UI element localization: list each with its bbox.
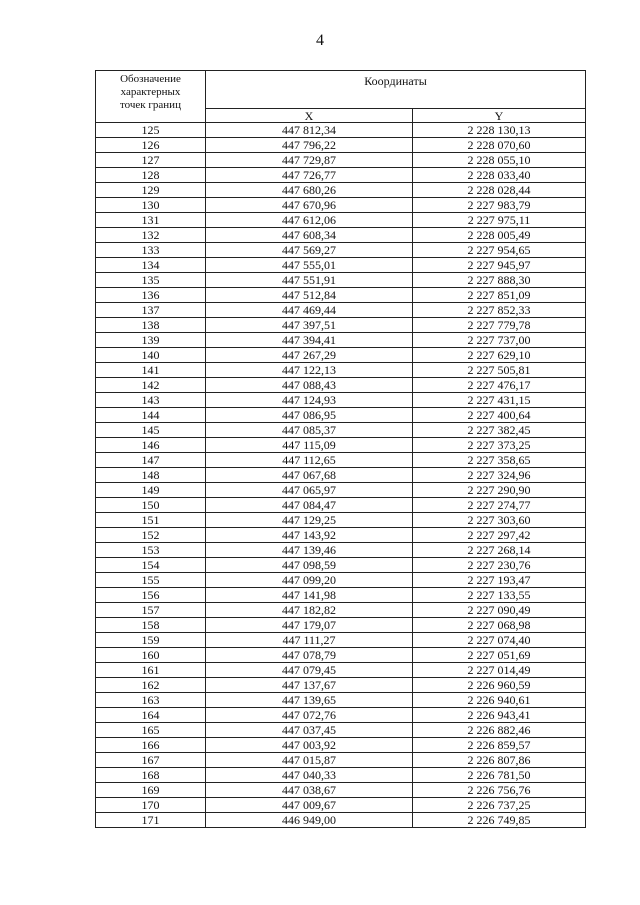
x-coordinate-cell: 447 179,07: [206, 618, 413, 633]
y-coordinate-cell: 2 227 779,78: [413, 318, 586, 333]
point-number-cell: 129: [96, 183, 206, 198]
x-coordinate-cell: 447 143,92: [206, 528, 413, 543]
table-row: [96, 228, 586, 243]
table-row: [96, 468, 586, 483]
table-row: [96, 573, 586, 588]
x-column-header: X: [206, 109, 413, 123]
x-coordinate-cell: 447 555,01: [206, 258, 413, 273]
x-coordinate-cell: 447 394,41: [206, 333, 413, 348]
point-number-cell: 147: [96, 453, 206, 468]
point-number-cell: 165: [96, 723, 206, 738]
x-coordinate-cell: 447 084,47: [206, 498, 413, 513]
y-coordinate-cell: 2 227 983,79: [413, 198, 586, 213]
point-number-cell: 128: [96, 168, 206, 183]
x-coordinate-cell: 447 115,09: [206, 438, 413, 453]
point-number-cell: 156: [96, 588, 206, 603]
x-coordinate-cell: 447 796,22: [206, 138, 413, 153]
y-coordinate-cell: 2 227 068,98: [413, 618, 586, 633]
y-coordinate-cell: 2 227 051,69: [413, 648, 586, 663]
point-number-cell: 152: [96, 528, 206, 543]
x-coordinate-cell: 447 726,77: [206, 168, 413, 183]
point-number-cell: 127: [96, 153, 206, 168]
point-number-cell: 126: [96, 138, 206, 153]
table-row: [96, 558, 586, 573]
point-number-cell: 143: [96, 393, 206, 408]
y-coordinate-cell: 2 227 193,47: [413, 573, 586, 588]
x-coordinate-cell: 447 124,93: [206, 393, 413, 408]
table-row: [96, 408, 586, 423]
x-coordinate-cell: 447 141,98: [206, 588, 413, 603]
coordinates-table-header: [96, 71, 586, 123]
point-number-cell: 169: [96, 783, 206, 798]
point-number-cell: 141: [96, 363, 206, 378]
y-coordinate-cell: 2 227 373,25: [413, 438, 586, 453]
y-coordinate-cell: 2 227 954,65: [413, 243, 586, 258]
point-number-cell: 142: [96, 378, 206, 393]
point-number-cell: 154: [96, 558, 206, 573]
table-row: [96, 213, 586, 228]
table-row: [96, 453, 586, 468]
x-coordinate-cell: 447 038,67: [206, 783, 413, 798]
x-coordinate-cell: 447 139,65: [206, 693, 413, 708]
x-coordinate-cell: 447 129,25: [206, 513, 413, 528]
table-row: [96, 723, 586, 738]
point-number-cell: 163: [96, 693, 206, 708]
table-row: [96, 318, 586, 333]
x-coordinate-cell: 447 569,27: [206, 243, 413, 258]
table-row: [96, 633, 586, 648]
coordinates-table-body: [96, 123, 586, 828]
table-row: [96, 513, 586, 528]
x-coordinate-cell: 447 015,87: [206, 753, 413, 768]
y-coordinate-cell: 2 226 940,61: [413, 693, 586, 708]
point-number-cell: 167: [96, 753, 206, 768]
y-coordinate-cell: 2 227 303,60: [413, 513, 586, 528]
y-coordinate-cell: 2 226 960,59: [413, 678, 586, 693]
page-number: 4: [316, 32, 324, 49]
point-number-cell: 158: [96, 618, 206, 633]
table-row: [96, 768, 586, 783]
y-coordinate-cell: 2 227 268,14: [413, 543, 586, 558]
point-number-cell: 168: [96, 768, 206, 783]
y-coordinate-cell: 2 226 756,76: [413, 783, 586, 798]
x-coordinate-cell: 447 551,91: [206, 273, 413, 288]
y-coordinate-cell: 2 227 400,64: [413, 408, 586, 423]
y-coordinate-cell: 2 226 943,41: [413, 708, 586, 723]
point-number-cell: 160: [96, 648, 206, 663]
y-coordinate-cell: 2 226 781,50: [413, 768, 586, 783]
x-coordinate-cell: 447 608,34: [206, 228, 413, 243]
y-coordinate-cell: 2 227 737,00: [413, 333, 586, 348]
table-row: [96, 738, 586, 753]
table-row: [96, 498, 586, 513]
table-row: [96, 603, 586, 618]
x-coordinate-cell: 447 137,67: [206, 678, 413, 693]
point-number-cell: 137: [96, 303, 206, 318]
y-coordinate-cell: 2 227 074,40: [413, 633, 586, 648]
x-coordinate-cell: 447 729,87: [206, 153, 413, 168]
table-row: [96, 528, 586, 543]
y-coordinate-cell: 2 227 290,90: [413, 483, 586, 498]
y-coordinate-cell: 2 227 133,55: [413, 588, 586, 603]
point-number-cell: 125: [96, 123, 206, 138]
point-number-cell: 138: [96, 318, 206, 333]
table-row: [96, 693, 586, 708]
y-coordinate-cell: 2 227 090,49: [413, 603, 586, 618]
x-coordinate-cell: 447 078,79: [206, 648, 413, 663]
x-coordinate-cell: 447 088,43: [206, 378, 413, 393]
y-coordinate-cell: 2 227 230,76: [413, 558, 586, 573]
x-coordinate-cell: 446 949,00: [206, 813, 413, 828]
coordinates-table: [95, 70, 586, 828]
point-number-cell: 166: [96, 738, 206, 753]
table-row: [96, 663, 586, 678]
x-coordinate-cell: 447 812,34: [206, 123, 413, 138]
y-coordinate-cell: 2 227 945,97: [413, 258, 586, 273]
point-number-cell: 133: [96, 243, 206, 258]
point-number-cell: 150: [96, 498, 206, 513]
table-row: [96, 648, 586, 663]
table-row: [96, 258, 586, 273]
y-coordinate-cell: 2 227 382,45: [413, 423, 586, 438]
x-coordinate-cell: 447 680,26: [206, 183, 413, 198]
x-coordinate-cell: 447 067,68: [206, 468, 413, 483]
x-coordinate-cell: 447 099,20: [206, 573, 413, 588]
y-coordinate-cell: 2 227 014,49: [413, 663, 586, 678]
y-coordinate-cell: 2 228 130,13: [413, 123, 586, 138]
y-coordinate-cell: 2 226 807,86: [413, 753, 586, 768]
table-row: [96, 753, 586, 768]
table-row: [96, 198, 586, 213]
x-coordinate-cell: 447 079,45: [206, 663, 413, 678]
y-coordinate-cell: 2 226 882,46: [413, 723, 586, 738]
table-row: [96, 483, 586, 498]
y-column-header: Y: [413, 109, 586, 123]
point-number-cell: 131: [96, 213, 206, 228]
point-number-cell: 146: [96, 438, 206, 453]
x-coordinate-cell: 447 003,92: [206, 738, 413, 753]
point-number-cell: 153: [96, 543, 206, 558]
y-coordinate-cell: 2 227 431,15: [413, 393, 586, 408]
y-coordinate-cell: 2 227 358,65: [413, 453, 586, 468]
point-number-cell: 161: [96, 663, 206, 678]
point-number-cell: 132: [96, 228, 206, 243]
point-number-cell: 162: [96, 678, 206, 693]
point-designation-line-3: точек границ: [120, 99, 181, 111]
point-number-cell: 159: [96, 633, 206, 648]
x-coordinate-cell: 447 139,46: [206, 543, 413, 558]
table-row: [96, 438, 586, 453]
x-coordinate-cell: 447 009,67: [206, 798, 413, 813]
point-number-cell: 145: [96, 423, 206, 438]
y-coordinate-cell: 2 227 851,09: [413, 288, 586, 303]
x-coordinate-cell: 447 112,65: [206, 453, 413, 468]
x-coordinate-cell: 447 040,33: [206, 768, 413, 783]
table-row: [96, 378, 586, 393]
x-coordinate-cell: 447 267,29: [206, 348, 413, 363]
table-row: [96, 393, 586, 408]
x-coordinate-cell: 447 469,44: [206, 303, 413, 318]
y-coordinate-cell: 2 227 888,30: [413, 273, 586, 288]
x-coordinate-cell: 447 122,13: [206, 363, 413, 378]
y-coordinate-cell: 2 228 033,40: [413, 168, 586, 183]
point-number-cell: 140: [96, 348, 206, 363]
y-coordinate-cell: 2 227 476,17: [413, 378, 586, 393]
table-row: [96, 678, 586, 693]
table-row: [96, 813, 586, 828]
x-coordinate-cell: 447 085,37: [206, 423, 413, 438]
x-coordinate-cell: 447 512,84: [206, 288, 413, 303]
y-coordinate-cell: 2 227 324,96: [413, 468, 586, 483]
point-number-cell: 130: [96, 198, 206, 213]
table-row: [96, 153, 586, 168]
x-coordinate-cell: 447 086,95: [206, 408, 413, 423]
y-coordinate-cell: 2 227 975,11: [413, 213, 586, 228]
y-coordinate-cell: 2 226 737,25: [413, 798, 586, 813]
x-coordinate-cell: 447 612,06: [206, 213, 413, 228]
table-row: [96, 423, 586, 438]
point-number-cell: 170: [96, 798, 206, 813]
y-coordinate-cell: 2 226 859,57: [413, 738, 586, 753]
table-row: [96, 243, 586, 258]
table-row: [96, 543, 586, 558]
table-row: [96, 333, 586, 348]
y-coordinate-cell: 2 227 852,33: [413, 303, 586, 318]
table-row: [96, 168, 586, 183]
point-number-cell: 144: [96, 408, 206, 423]
table-row: [96, 183, 586, 198]
point-number-cell: 136: [96, 288, 206, 303]
point-number-cell: 151: [96, 513, 206, 528]
point-number-cell: 164: [96, 708, 206, 723]
point-designation-line-1: Обозначение: [120, 73, 181, 85]
x-coordinate-cell: 447 397,51: [206, 318, 413, 333]
x-coordinate-cell: 447 065,97: [206, 483, 413, 498]
y-coordinate-cell: 2 228 070,60: [413, 138, 586, 153]
table-row: [96, 708, 586, 723]
table-row: [96, 348, 586, 363]
table-row: [96, 273, 586, 288]
x-coordinate-cell: 447 670,96: [206, 198, 413, 213]
table-row: [96, 798, 586, 813]
y-coordinate-cell: 2 228 028,44: [413, 183, 586, 198]
point-number-cell: 171: [96, 813, 206, 828]
point-number-cell: 149: [96, 483, 206, 498]
y-coordinate-cell: 2 227 274,77: [413, 498, 586, 513]
y-coordinate-cell: 2 228 005,49: [413, 228, 586, 243]
coordinates-header: Координаты: [206, 71, 586, 109]
table-row: [96, 123, 586, 138]
point-number-cell: 155: [96, 573, 206, 588]
point-number-cell: 148: [96, 468, 206, 483]
y-coordinate-cell: 2 227 297,42: [413, 528, 586, 543]
table-row: [96, 138, 586, 153]
point-number-cell: 157: [96, 603, 206, 618]
x-coordinate-cell: 447 037,45: [206, 723, 413, 738]
y-coordinate-cell: 2 227 629,10: [413, 348, 586, 363]
point-designation-header: [96, 71, 206, 123]
y-coordinate-cell: 2 226 749,85: [413, 813, 586, 828]
x-coordinate-cell: 447 182,82: [206, 603, 413, 618]
x-coordinate-cell: 447 098,59: [206, 558, 413, 573]
y-coordinate-cell: 2 227 505,81: [413, 363, 586, 378]
table-row: [96, 783, 586, 798]
x-coordinate-cell: 447 111,27: [206, 633, 413, 648]
table-row: [96, 588, 586, 603]
point-number-cell: 135: [96, 273, 206, 288]
point-number-cell: 139: [96, 333, 206, 348]
point-designation-line-2: характерных: [120, 86, 181, 98]
x-coordinate-cell: 447 072,76: [206, 708, 413, 723]
table-row: [96, 363, 586, 378]
table-row: [96, 618, 586, 633]
y-coordinate-cell: 2 228 055,10: [413, 153, 586, 168]
table-row: [96, 303, 586, 318]
point-number-cell: 134: [96, 258, 206, 273]
table-row: [96, 288, 586, 303]
header-row-top: [96, 71, 586, 109]
